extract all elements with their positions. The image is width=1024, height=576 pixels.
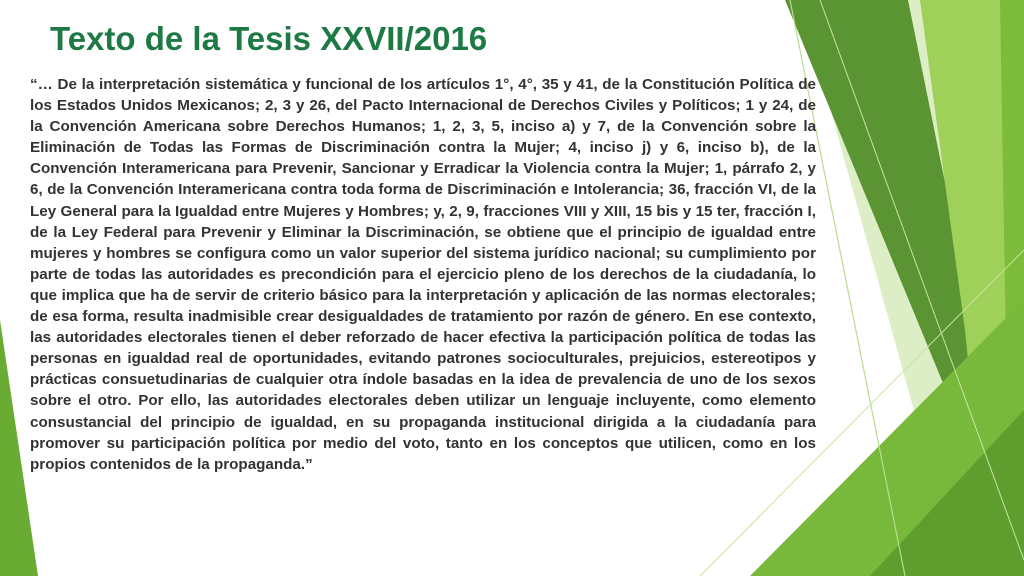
thesis-quote-text: “… De la interpretación sistemática y funcional de los artículos 1°, 4°, 35 y 41, de la Constitución Política de los Estados Unidos Mexicanos; 2, 3 y 26, del Pacto Internacional de Derechos Civiles y Políticos; 1 y 24, de la Convención Americana sobre Derechos Humanos; 1, 2, 3, 5, inciso a) y 7, de la Convención sobre la Eliminación de Todas las Formas de Discriminación contra la Mujer; 4, inciso j) y 6, inciso b), de la Convención Interamericana para Prevenir, Sancionar y Erradicar la Violencia contra la Mujer; 1, párrafo 2, y 6, de la Convención Interamericana contra toda forma de Discriminación e Intolerancia; 36, fracción VI, de la Ley General para la Igualdad entre Mujeres y Hombres; y, 2, 9, fracciones VIII y XIII, 15 bis y 15 ter, fracción I, de la Ley Federal para Prevenir y Eliminar la Discriminación, se obtiene que el principio de igualdad entre mujeres y hombres se configura como un valor superior del sistema jurídico nacional; su cumplimiento por parte de todas las autoridades es precondición para el ejercicio pleno de los derechos de la ciudadanía, lo que implica que ha de servir de criterio básico para la interpretación y aplicación de las normas electorales; de esa forma, resulta inadmisible crear desigualdades de tratamiento por razón de género. En ese contexto, las autoridades electorales tienen el deber reforzado de hacer efectiva la participación política de todas las personas en igualdad real de oportunidades, evitando patrones socioculturales, prejuicios, estereotipos y prácticas consuetudinarias de cualquier otra índole basadas en la idea de prevalencia de uno de los sexos sobre el otro. Por ello, las autoridades electorales deben utilizar un lenguaje incluyente, como elemento consustancial del principio de igualdad, en su propaganda institucional dirigida a la ciudadanía para promover su participación política por medio del voto, tanto en los conceptos que utilicen, como en los propios contenidos de la propaganda.” [30,76,816,473]
slide-title: Texto de la Tesis XXVII/2016 [50,20,488,57]
